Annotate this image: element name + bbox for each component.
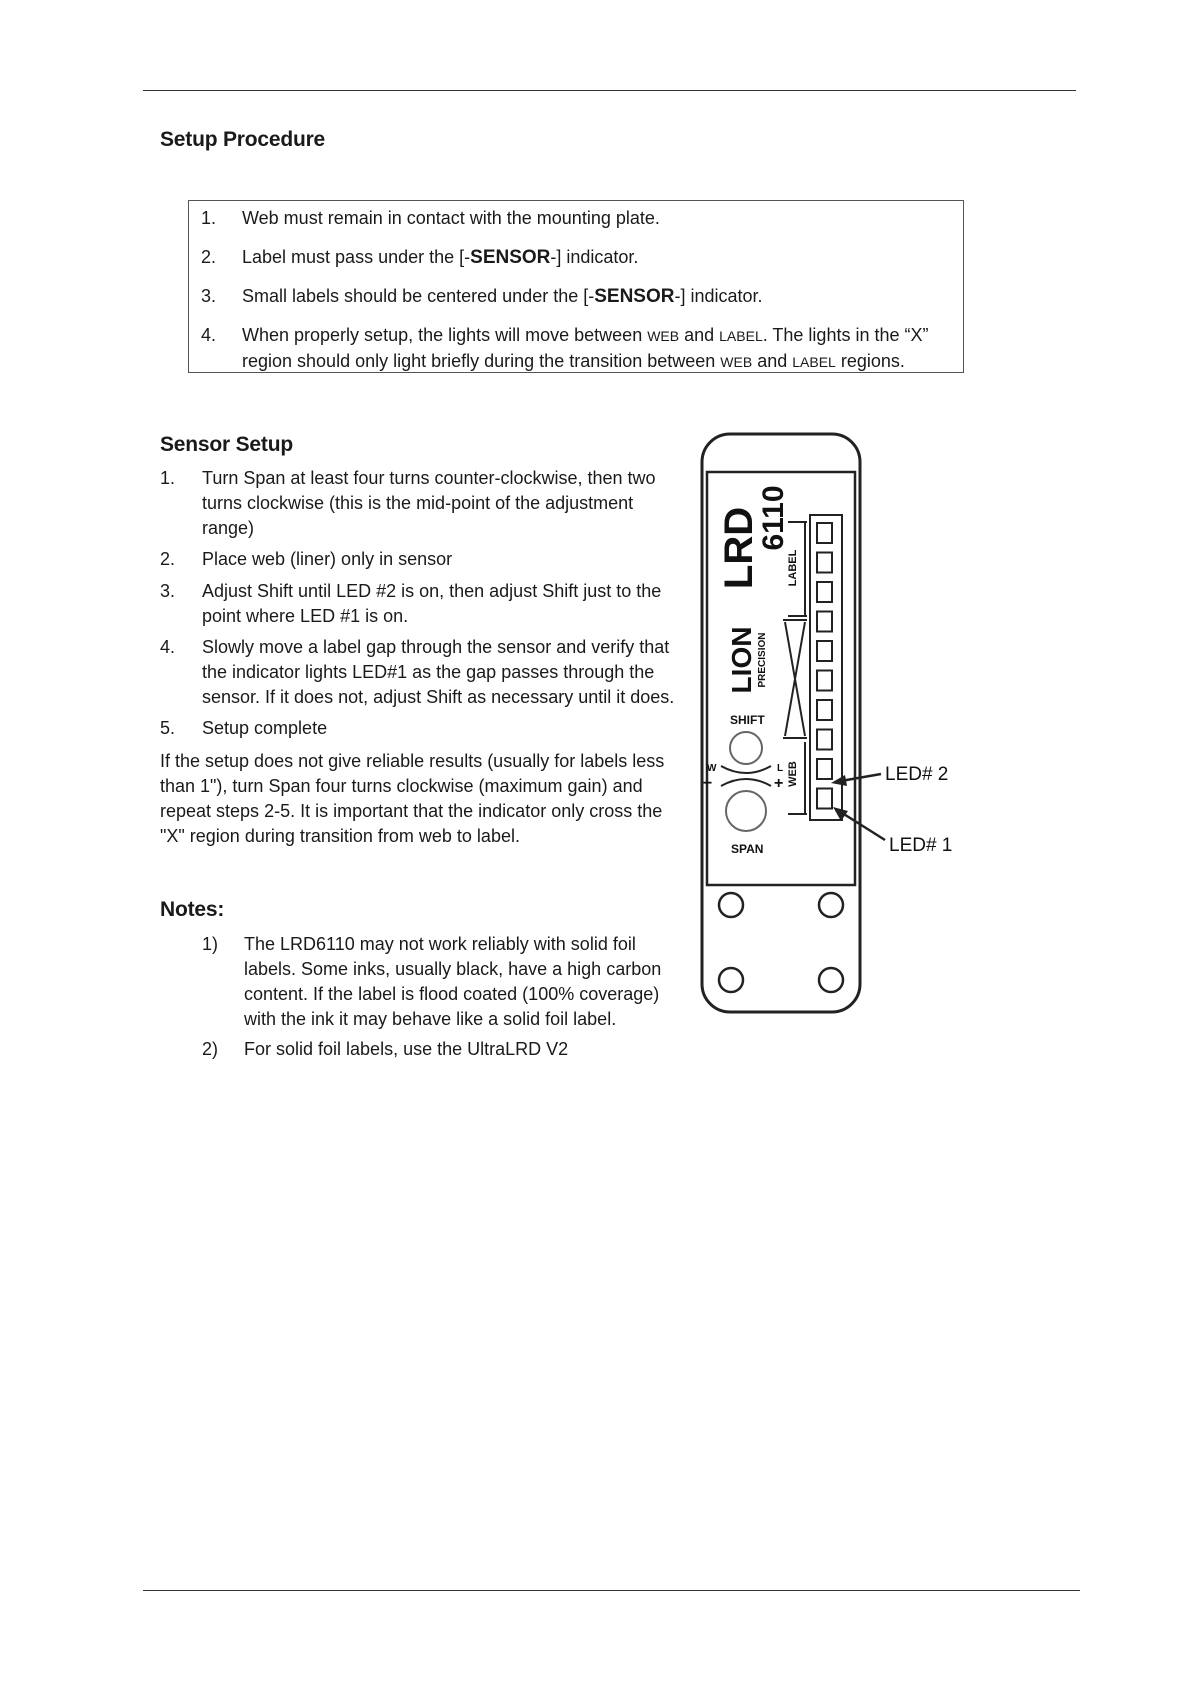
span-minus-label: −	[703, 775, 713, 792]
mounting-hole	[819, 893, 843, 917]
step-number: 1.	[160, 468, 176, 488]
led1-callout: LED# 1	[889, 835, 953, 856]
web-zone-text: WEB	[787, 761, 799, 787]
note-number: 1)	[202, 934, 219, 954]
note-text: For solid foil labels, use the UltraLRD V2	[244, 1039, 569, 1059]
step-number: 4.	[160, 637, 176, 657]
shift-w-label: W	[707, 763, 717, 774]
led-indicator	[817, 582, 832, 602]
procedure-box	[188, 200, 964, 373]
brand-lion: LION	[726, 626, 757, 694]
led-indicator	[817, 641, 832, 661]
footer-rule	[143, 1590, 1080, 1591]
procedure-text: Web must remain in contact with the mounting plate.	[242, 208, 660, 228]
procedure-text: When properly setup, the lights will move between WEB and LABEL. The lights in the “X” region should only light briefly during the transition between WEB and LABEL regions.	[242, 325, 929, 371]
procedure-number: 2.	[201, 247, 217, 267]
note-number: 2)	[202, 1039, 219, 1059]
step-number: 2.	[160, 549, 176, 569]
brand-precision: PRECISION	[757, 632, 768, 688]
notes-heading: Notes:	[160, 898, 225, 921]
step-text: Turn Span at least four turns counter-clockwise, then two turns clockwise (this is the mid-point of the adjustment range)	[202, 468, 656, 538]
model-lrd: LRD	[717, 506, 761, 590]
procedure-number: 4.	[201, 325, 217, 345]
procedure-text: Label must pass under the [-SENSOR-] indicator.	[242, 247, 639, 268]
step-text: Place web (liner) only in sensor	[202, 549, 453, 569]
led-indicator	[817, 700, 832, 720]
header-rule	[143, 90, 1076, 91]
step-text: Slowly move a label gap through the sensor and verify that the indicator lights LED#1 as the gap passes through the sensor. If it does not, adjust Shift as necessary until it does.	[202, 637, 675, 707]
shift-knob[interactable]	[730, 732, 762, 764]
mounting-hole	[819, 968, 843, 992]
led-indicator	[817, 671, 832, 691]
led-indicator	[817, 612, 832, 632]
span-plus-label: +	[774, 775, 784, 792]
procedure-text: Small labels should be centered under the [-SENSOR-] indicator.	[242, 286, 763, 307]
sensor-indicator-word: SENSOR	[594, 286, 675, 307]
span-knob[interactable]	[726, 791, 766, 831]
led-indicator	[817, 553, 832, 573]
sensor-indicator-word: SENSOR	[470, 247, 551, 268]
span-label: SPAN	[731, 842, 764, 856]
led2-callout: LED# 2	[885, 764, 949, 785]
shift-l-label: L	[777, 763, 784, 774]
led-indicator	[817, 789, 832, 809]
troubleshooting-paragraph: If the setup does not give reliable results (usually for labels less than 1"), turn Span four turns clockwise (maximum gain) and repeat steps 2-5. It is important that the indicator only cross the "X" region during transition from web to label.	[160, 751, 665, 846]
procedure-number: 1.	[201, 208, 217, 228]
step-text: Adjust Shift until LED #2 is on, then adjust Shift just to the point where LED #1 is on.	[202, 581, 662, 626]
shift-label: SHIFT	[730, 713, 765, 727]
note-text: The LRD6110 may not work reliably with solid foil labels. Some inks, usually black, have a high carbon content. If the label is flood coated (100% coverage) with the ink it may behave like a solid foil label.	[244, 934, 662, 1029]
step-number: 3.	[160, 581, 176, 601]
led-indicator	[817, 759, 832, 779]
led-indicator	[817, 523, 832, 543]
lrd6110-device-diagram	[695, 430, 975, 1020]
step-text: Setup complete	[202, 718, 328, 738]
mounting-hole	[719, 968, 743, 992]
mounting-hole	[719, 893, 743, 917]
setup-procedure-heading: Setup Procedure	[160, 128, 326, 151]
procedure-number: 3.	[201, 286, 217, 306]
led-indicator	[817, 730, 832, 750]
step-number: 5.	[160, 718, 176, 738]
model-6110: 6110	[757, 485, 790, 551]
sensor-setup-heading: Sensor Setup	[160, 433, 293, 456]
label-zone-text: LABEL	[787, 549, 799, 587]
